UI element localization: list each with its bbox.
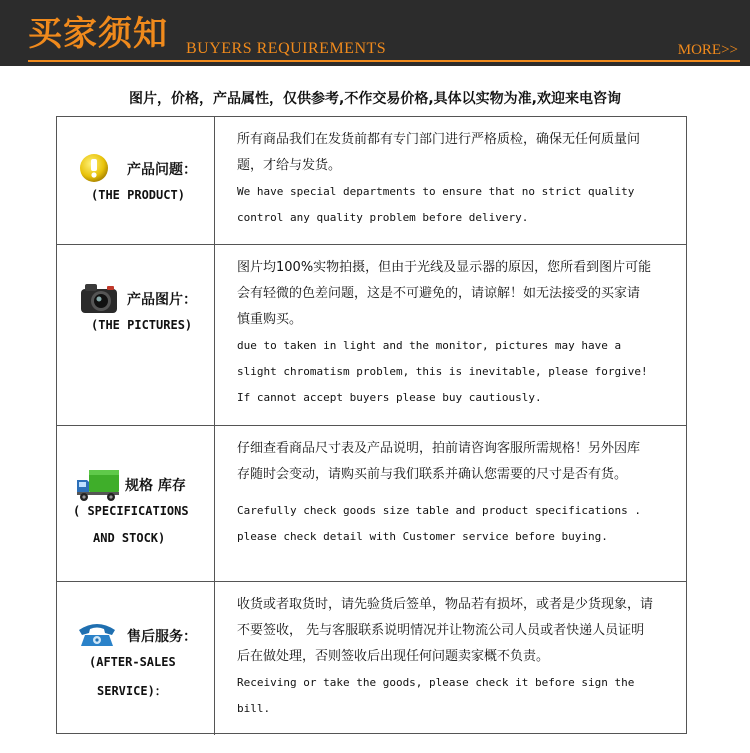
en-line: Carefully check goods size table and product specifications . [237,504,641,517]
more-link[interactable]: MORE>> [677,42,738,58]
notice-text: 图片，价格，产品属性，仅供参考,不作交易价格,具体以实物为准,欢迎来电咨询 [129,91,621,107]
label-cell [57,117,215,244]
label-product-cn: 产品问题： [127,162,197,178]
label-specifications-en-1: ( SPECIFICATIONS [73,504,189,518]
en-line: due to taken in light and the monitor, pictures may have a [237,339,622,352]
label-product-en: (THE PRODUCT) [91,188,185,202]
en-line: We have special departments to ensure that no strict quality [237,185,635,198]
content-cell [215,426,686,581]
table-row-pictures [57,245,686,426]
cn-line: 收货或者取货时，请先验货后签单，物品若有损坏，或者是少货现象，请 [237,597,654,612]
label-specifications-en-2: AND STOCK) [93,531,166,545]
en-line: slight chromatism problem, this is inevitable, please forgive! [237,365,648,378]
cn-line: 慎重购买。 [237,312,303,327]
requirements-table [56,116,687,734]
cn-line: 仔细查看商品尺寸表及产品说明，拍前请咨询客服所需规格！另外因库 [237,441,641,456]
header-banner [0,0,750,66]
camera-icon [79,281,119,315]
label-after-sales-en-1: (AFTER-SALES [89,655,176,669]
en-line: If cannot accept buyers please buy cautiously. [237,391,542,404]
en-line: please check detail with Customer service before buying. [237,530,608,543]
warning-icon [79,153,109,183]
telephone-icon [77,622,117,648]
label-cell [57,426,215,581]
en-line: control any quality problem before delivery. [237,211,529,224]
cn-line: 会有轻微的色差问题，这是不可避免的，请谅解！如无法接受的买家请 [237,286,641,301]
label-pictures-cn: 产品图片： [127,292,197,308]
content-cell [215,582,686,735]
page-subtitle: BUYERS REQUIREMENTS [186,40,387,57]
cn-line: 题，才给与发货。 [237,158,342,173]
content-cell [215,245,686,425]
table-row-specifications [57,426,686,582]
table-row-after-sales [57,582,686,735]
label-cell [57,582,215,735]
content-cell [215,117,686,244]
label-pictures-en: (THE PICTURES) [91,318,193,332]
cn-line: 存随时会变动，请购买前与我们联系并确认您需要的尺寸是否有货。 [237,467,628,482]
label-after-sales-en-2: SERVICE)： [97,684,167,698]
table-row-product [57,117,686,245]
label-cell [57,245,215,425]
cn-line: 所有商品我们在发货前都有专门部门进行严格质检，确保无任何质量问 [237,132,641,147]
label-after-sales-cn: 售后服务： [127,629,197,645]
header-divider [28,60,740,62]
cn-line: 后在做处理，否则签收后出现任何问题卖家概不负责。 [237,649,550,664]
truck-icon [75,468,121,502]
en-line: Receiving or take the goods, please check it before sign the bill. [237,676,635,715]
cn-line: 图片均100%实物拍摄，但由于光线及显示器的原因，您所看到图片可能 [237,260,652,275]
label-specifications-cn: 规格 库存 [125,478,186,494]
spacer [237,488,672,498]
page-title: 买家须知 [28,14,168,54]
cn-line: 不要签收， 先与客服联系说明情况并让物流公司人员或者快递人员证明 [237,623,645,638]
